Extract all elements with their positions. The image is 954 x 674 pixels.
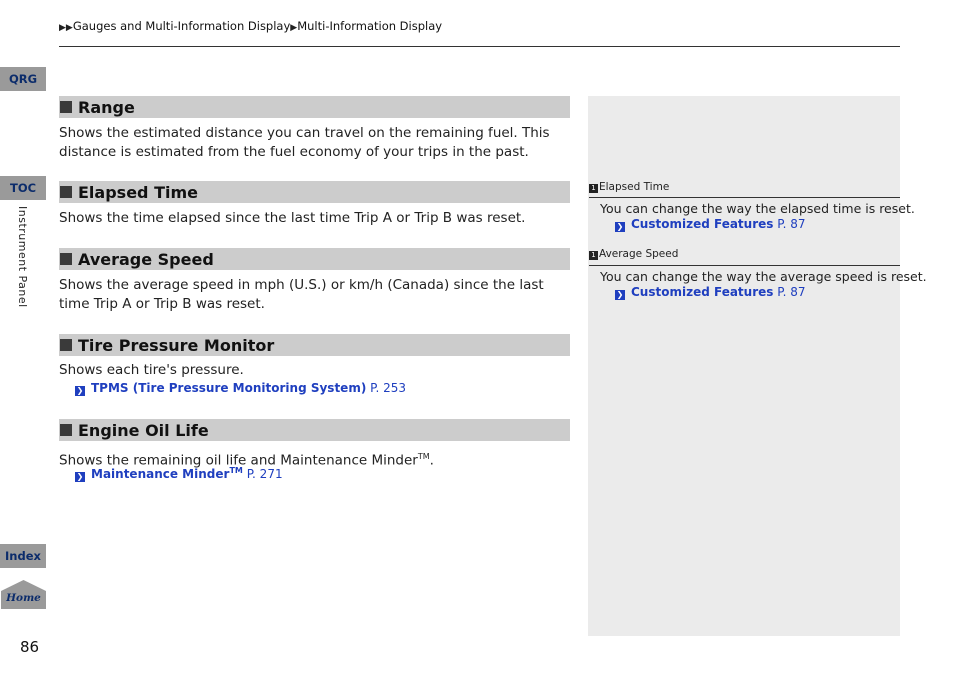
link-page[interactable]: P. 271: [246, 467, 283, 481]
note-number-badge: 1: [589, 184, 598, 193]
heading-square-icon: [60, 424, 72, 436]
link-arrow-icon: ❯: [616, 222, 624, 231]
section-title: Engine Oil Life: [78, 420, 209, 440]
tpms-link[interactable]: [75, 381, 406, 396]
note-text-average-speed: You can change the way the average speed is reset.: [600, 269, 927, 284]
note-divider: [589, 197, 900, 198]
section-title: Average Speed: [78, 249, 214, 269]
link-arrow-icon: ❯: [76, 386, 84, 395]
section-heading-range: [59, 96, 570, 118]
index-tab[interactable]: Index: [0, 544, 46, 568]
section-title: Range: [78, 97, 135, 117]
heading-square-icon: [60, 186, 72, 198]
heading-square-icon: [60, 339, 72, 351]
section-text-elapsed-time: Shows the time elapsed since the last time Trip A or Trip B was reset.: [59, 210, 526, 226]
page-number: 86: [20, 638, 40, 656]
home-button[interactable]: [0, 580, 47, 610]
note-number-badge: 1: [589, 251, 598, 260]
breadcrumb-arrow-icon: ▶: [290, 23, 298, 33]
link-label[interactable]: Customized Features: [631, 285, 774, 299]
header-divider: [59, 46, 900, 47]
link-label[interactable]: TPMS (Tire Pressure Monitoring System): [91, 381, 367, 395]
link-page[interactable]: P. 253: [370, 381, 407, 395]
link-page[interactable]: P. 87: [777, 285, 806, 299]
section-title: Tire Pressure Monitor: [78, 335, 275, 355]
note-divider: [589, 265, 900, 266]
maintenance-minder-link[interactable]: [75, 466, 283, 482]
note-text-elapsed-time: You can change the way the elapsed time is reset.: [600, 201, 915, 216]
note-title: Elapsed Time: [599, 181, 670, 193]
home-label: Home: [6, 592, 41, 604]
breadcrumb-arrow-icon: ▶▶: [59, 23, 73, 33]
section-title: Elapsed Time: [78, 182, 198, 202]
section-text-range: Shows the estimated distance you can travel on the remaining fuel. This distance is estimated from the fuel economy of your trips in the past.: [59, 125, 550, 160]
qrg-tab[interactable]: QRG: [0, 67, 46, 91]
link-page[interactable]: P. 87: [777, 217, 806, 231]
section-heading-average-speed: [59, 248, 570, 270]
link-trademark[interactable]: TM: [229, 466, 243, 475]
customized-features-link[interactable]: [615, 285, 806, 300]
breadcrumb: [59, 19, 442, 33]
section-text-average-speed: Shows the average speed in mph (U.S.) or km/h (Canada) since the last time Trip A or Trip B was reset.: [59, 277, 544, 312]
section-heading-engine-oil: [59, 419, 570, 441]
section-heading-elapsed-time: [59, 181, 570, 203]
link-label[interactable]: Customized Features: [631, 217, 774, 231]
heading-square-icon: [60, 253, 72, 265]
breadcrumb-item-mid[interactable]: Multi-Information Display: [297, 19, 443, 33]
toc-tab[interactable]: TOC: [0, 176, 46, 200]
section-text-tire-pressure: Shows each tire's pressure.: [59, 362, 244, 378]
breadcrumb-item-gauges[interactable]: Gauges and Multi-Information Display: [72, 19, 291, 33]
heading-square-icon: [60, 101, 72, 113]
note-heading-elapsed-time: [589, 181, 669, 193]
engine-oil-text-end: .: [429, 452, 434, 469]
link-arrow-icon: ❯: [616, 290, 624, 299]
notes-panel: [588, 96, 900, 636]
chapter-label: [13, 206, 33, 316]
link-arrow-icon: ❯: [76, 472, 84, 481]
chapter-label-text: Instrument Panel: [16, 206, 29, 308]
engine-oil-text: Shows the remaining oil life and Maintenance Minder: [59, 452, 418, 469]
home-icon: [0, 580, 47, 610]
link-label[interactable]: Maintenance Minder: [91, 467, 230, 481]
note-title: Average Speed: [599, 248, 679, 260]
trademark: TM: [417, 452, 430, 461]
customized-features-link[interactable]: [615, 217, 806, 232]
section-heading-tire-pressure: [59, 334, 570, 356]
note-heading-average-speed: [589, 248, 678, 260]
